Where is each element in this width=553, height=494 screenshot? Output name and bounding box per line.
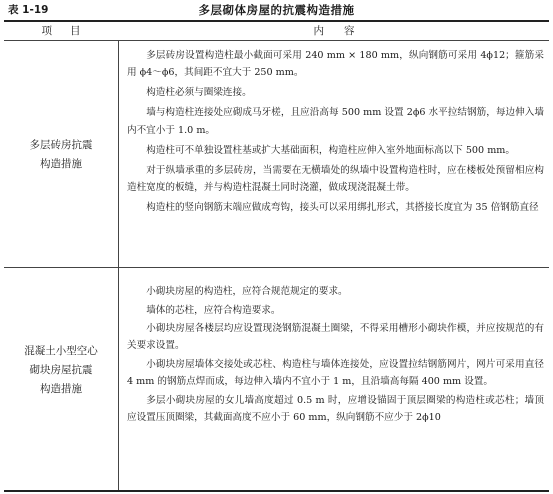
row-1-label-line: 多层砖房抗震 [29,139,93,151]
header-rule [4,40,549,41]
header-item: 项目 [41,25,99,37]
row-2-paragraph: 小砌块房屋墙体交接处或芯柱、构造柱与墙体连接处，应设置拉结钢筋网片，网片可采用直径 4 mm 的钢筋点焊而成，每边伸入墙内不宜小于 1 m，且沿墙高每隔 400 mm 设置。 [127,358,544,388]
table-title: 多层砌体房屋的抗震构造措施 [198,3,355,17]
column-divider [118,41,119,491]
row-1-label-line: 构造措施 [40,158,82,170]
row-2-paragraph: 小砌块房屋各楼层均应设置现浇钢筋混凝土圈梁，不得采用槽形小砌块作模，并应按规范的有关要求设置。 [127,323,544,352]
row-1-paragraph: 构造柱可不单独设置柱基或扩大基础面积，构造柱应伸入室外地面标高以下 500 mm。 [146,144,515,156]
row-1-paragraph: 对于纵墙承重的多层砖房，当需要在无横墙处的纵墙中设置构造柱时，应在楼板处预留相应构造柱宽度的板缝，并与构造柱混凝土同时浇灌，做成现浇混凝土带。 [127,164,544,193]
bottom-rule [4,490,549,492]
row-1-paragraph: 多层砖房设置构造柱最小截面可采用 240 mm × 180 mm，纵向钢筋可采用 4ϕ12；箍筋采用 ϕ4～ϕ6，其间距不宜大于 250 mm。 [127,50,544,79]
row-1-paragraph: 墙与构造柱连接处应砌成马牙槎，且应沿高每 500 mm 设置 2ϕ6 水平拉结钢筋，每边伸入墙内不宜小于 1.0 m。 [127,107,544,136]
table-number: 表 1-19 [8,4,49,16]
row-2-label-line: 混凝土小型空心 [24,345,98,357]
row-1-label [4,136,118,174]
header-content: 内容 [313,25,375,37]
table-caption [4,2,549,18]
row-1-paragraph: 构造柱必须与圈梁连接。 [146,87,252,99]
row-2-paragraph: 墙体的芯柱，应符合构造要求。 [146,304,281,316]
row-divider [4,267,549,268]
row-2-content [127,283,544,428]
row-2-label-line: 构造措施 [40,383,82,395]
row-2-label [4,342,118,399]
row-2-paragraph: 多层小砌块房屋的女儿墙高度超过 0.5 m 时，应增设锚固于顶层圈梁的构造柱或芯柱；墙顶应设置压顶圈梁，其截面高度不应小于 60 mm，纵向钢筋不应少于 2ϕ10 [127,394,544,423]
row-1-content [127,47,544,219]
row-2-paragraph: 小砌块房屋的构造柱，应符合规范规定的要求。 [146,286,348,297]
row-2-label-line: 砌块房屋抗震 [29,364,93,376]
row-1-paragraph: 构造柱的竖向钢筋末端应做成弯钩，接头可以采用绑扎形式，其搭接长度宜为 35 倍钢筋直径 [146,202,539,214]
